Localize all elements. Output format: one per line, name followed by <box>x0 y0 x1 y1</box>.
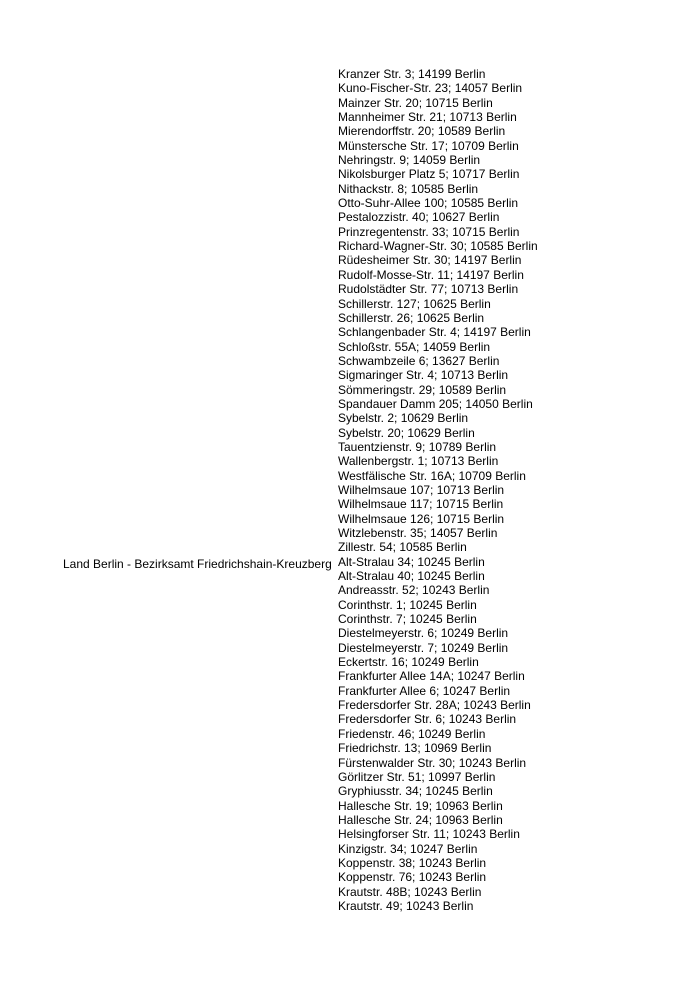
address-line: Nikolsburger Platz 5; 10717 Berlin <box>338 167 520 182</box>
address-line: Witzlebenstr. 35; 14057 Berlin <box>338 526 498 540</box>
address-line: Wilhelmsaue 107; 10713 Berlin <box>338 482 505 497</box>
address-line: Mierendorffstr. 20; 10589 Berlin <box>338 124 506 139</box>
address-line: Schillerstr. 127; 10625 Berlin <box>338 296 491 311</box>
address-line: Hallesche Str. 24; 10963 Berlin <box>338 812 503 827</box>
address-line: Rudolf-Mosse-Str. 11; 14197 Berlin <box>338 267 524 282</box>
address-line: Corinthstr. 1; 10245 Berlin <box>338 597 477 612</box>
address-line: Friedenstr. 46; 10249 Berlin <box>338 726 486 741</box>
address-line: Schloßstr. 55A; 14059 Berlin <box>338 339 491 354</box>
address-line: Wilhelmsaue 126; 10715 Berlin <box>338 511 505 526</box>
address-line: Eckertstr. 16; 10249 Berlin <box>338 655 479 670</box>
address-line: Diestelmeyerstr. 6; 10249 Berlin <box>338 626 509 641</box>
address-line: Zillestr. 54; 10585 Berlin <box>338 540 467 555</box>
address-line: Krautstr. 49; 10243 Berlin <box>338 898 474 913</box>
address-line: Sömmeringstr. 29; 10589 Berlin <box>338 382 507 397</box>
address-line: Westfälische Str. 16A; 10709 Berlin <box>338 468 526 483</box>
address-line: Nithackstr. 8; 10585 Berlin <box>338 181 479 196</box>
address-line: Gryphiusstr. 34; 10245 Berlin <box>338 784 493 799</box>
address-line: Alt-Stralau 34; 10245 Berlin <box>338 554 485 569</box>
address-line: Mannheimer Str. 21; 10713 Berlin <box>338 110 517 125</box>
address-line: Koppenstr. 76; 10243 Berlin <box>338 870 487 885</box>
address-line: Rüdesheimer Str. 30; 14197 Berlin <box>338 253 522 268</box>
address-line: Rudolstädter Str. 77; 10713 Berlin <box>338 282 519 297</box>
address-line: Schwambzeile 6; 13627 Berlin <box>338 353 500 368</box>
address-line: Otto-Suhr-Allee 100; 10585 Berlin <box>338 196 519 211</box>
address-line: Frankfurter Allee 14A; 10247 Berlin <box>338 669 525 684</box>
address-line: Alt-Stralau 40; 10245 Berlin <box>338 569 485 584</box>
address-line: Schillerstr. 26; 10625 Berlin <box>338 310 485 325</box>
address-line: Mainzer Str. 20; 10715 Berlin <box>338 95 493 110</box>
address-line: Kranzer Str. 3; 14199 Berlin <box>338 67 486 81</box>
address-line: Münstersche Str. 17; 10709 Berlin <box>338 138 519 153</box>
address-line: Hallesche Str. 19; 10963 Berlin <box>338 798 503 813</box>
address-line: Pestalozzistr. 40; 10627 Berlin <box>338 210 500 225</box>
group-label-friedrichshain-kreuzberg: Land Berlin - Bezirksamt Friedrichshain-Kreuzberg <box>63 556 332 571</box>
address-line: Frankfurter Allee 6; 10247 Berlin <box>338 683 511 698</box>
address-line: Fürstenwalder Str. 30; 10243 Berlin <box>338 755 527 770</box>
address-line: Fredersdorfer Str. 28A; 10243 Berlin <box>338 698 531 713</box>
address-line: Helsingforser Str. 11; 10243 Berlin <box>338 827 520 842</box>
address-line: Kuno-Fischer-Str. 23; 14057 Berlin <box>338 81 523 96</box>
address-line: Corinthstr. 7; 10245 Berlin <box>338 612 477 627</box>
address-line: Krautstr. 48B; 10243 Berlin <box>338 884 482 899</box>
address-line: Tauentzienstr. 9; 10789 Berlin <box>338 439 497 454</box>
address-line: Nehringstr. 9; 14059 Berlin <box>338 153 481 168</box>
address-line: Sybelstr. 2; 10629 Berlin <box>338 411 469 426</box>
address-line: Spandauer Damm 205; 14050 Berlin <box>338 396 533 411</box>
address-line: Friedrichstr. 13; 10969 Berlin <box>338 741 492 756</box>
address-line: Sigmaringer Str. 4; 10713 Berlin <box>338 368 509 383</box>
address-line: Wilhelmsaue 117; 10715 Berlin <box>338 497 504 512</box>
address-line: Prinzregentenstr. 33; 10715 Berlin <box>338 224 520 239</box>
address-line: Fredersdorfer Str. 6; 10243 Berlin <box>338 712 517 727</box>
address-line: Wallenbergstr. 1; 10713 Berlin <box>338 454 499 469</box>
address-line: Richard-Wagner-Str. 30; 10585 Berlin <box>338 239 538 254</box>
address-line: Koppenstr. 38; 10243 Berlin <box>338 855 487 870</box>
address-list <box>338 67 678 913</box>
address-line: Diestelmeyerstr. 7; 10249 Berlin <box>338 640 509 655</box>
address-line: Andreasstr. 52; 10243 Berlin <box>338 583 490 598</box>
address-line: Schlangenbader Str. 4; 14197 Berlin <box>338 325 531 340</box>
address-line: Sybelstr. 20; 10629 Berlin <box>338 425 475 440</box>
address-line: Görlitzer Str. 51; 10997 Berlin <box>338 769 496 784</box>
address-line: Kinzigstr. 34; 10247 Berlin <box>338 841 478 856</box>
